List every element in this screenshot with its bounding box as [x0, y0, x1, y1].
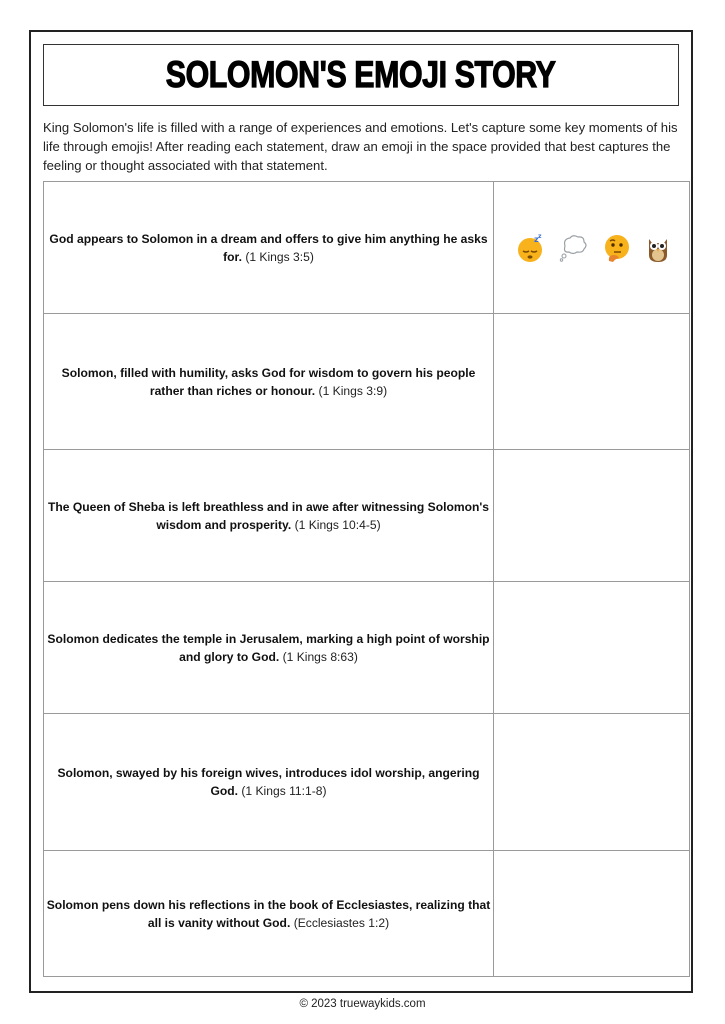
- emoji-cell[interactable]: [494, 450, 690, 582]
- thought-bubble-icon: [559, 234, 589, 262]
- statement-text: The Queen of Sheba is left breathless and in awe after witnessing Solomon's wisdom and prosperity.: [47, 499, 490, 532]
- scripture-reference: (1 Kings 3:9): [318, 383, 388, 398]
- emoji-cell[interactable]: [494, 182, 690, 314]
- scripture-reference: (Ecclesiastes 1:2): [293, 915, 390, 930]
- svg-text:z: z: [533, 234, 539, 244]
- statement-text: Solomon, swayed by his foreign wives, introduces idol worship, angering God.: [57, 766, 480, 798]
- table-row: [44, 851, 690, 977]
- emoji-cell[interactable]: [494, 314, 690, 450]
- page-title: SOLOMON'S EMOJI STORY: [166, 54, 556, 95]
- table-row: [44, 182, 690, 314]
- copyright-footer: © 2023 truewaykids.com: [299, 998, 426, 1010]
- table-row: [44, 714, 690, 851]
- table-row: [44, 450, 690, 582]
- statement-text: God appears to Solomon in a dream and offers to give him anything he asks for.: [49, 231, 488, 264]
- emoji-cell[interactable]: [494, 851, 690, 977]
- sleeping-face-icon: [517, 233, 545, 263]
- emoji-cell[interactable]: [494, 714, 690, 851]
- scripture-reference: (1 Kings 3:5): [245, 249, 314, 264]
- table-row: [44, 314, 690, 450]
- scripture-reference: (1 Kings 11:1-8): [241, 784, 327, 798]
- emoji-cell[interactable]: [494, 582, 690, 714]
- svg-text:z: z: [537, 232, 541, 240]
- statement-text: Solomon dedicates the temple in Jerusalem, marking a high point of worship and glory to God.: [47, 631, 490, 664]
- table-row: [44, 582, 690, 714]
- statement-text: Solomon pens down his reflections in the book of Ecclesiastes, realizing that all is vanity without God.: [46, 897, 491, 930]
- emoji-row: [494, 233, 689, 263]
- statement-cell: [44, 582, 494, 714]
- scripture-reference: (1 Kings 8:63): [282, 649, 358, 664]
- statement-cell: [44, 314, 494, 450]
- statement-cell: [44, 714, 494, 851]
- statement-cell: [44, 450, 494, 582]
- intro-text: King Solomon's life is filled with a range of experiences and emotions. Let's capture some key moments of his life through emojis! After reading each statement, draw an emoji in the space provided that best captures the feeling or thought associated with that statement.: [43, 120, 678, 174]
- statement-cell: [44, 182, 494, 314]
- scripture-reference: (1 Kings 10:4-5): [294, 517, 381, 532]
- title-box: [43, 44, 679, 106]
- owl-icon: [645, 233, 671, 263]
- thinking-face-icon: [603, 233, 631, 263]
- statement-text: Solomon, filled with humility, asks God for wisdom to govern his people rather than riches or honour.: [61, 365, 476, 398]
- emoji-story-table: [43, 181, 690, 977]
- statement-cell: [44, 851, 494, 977]
